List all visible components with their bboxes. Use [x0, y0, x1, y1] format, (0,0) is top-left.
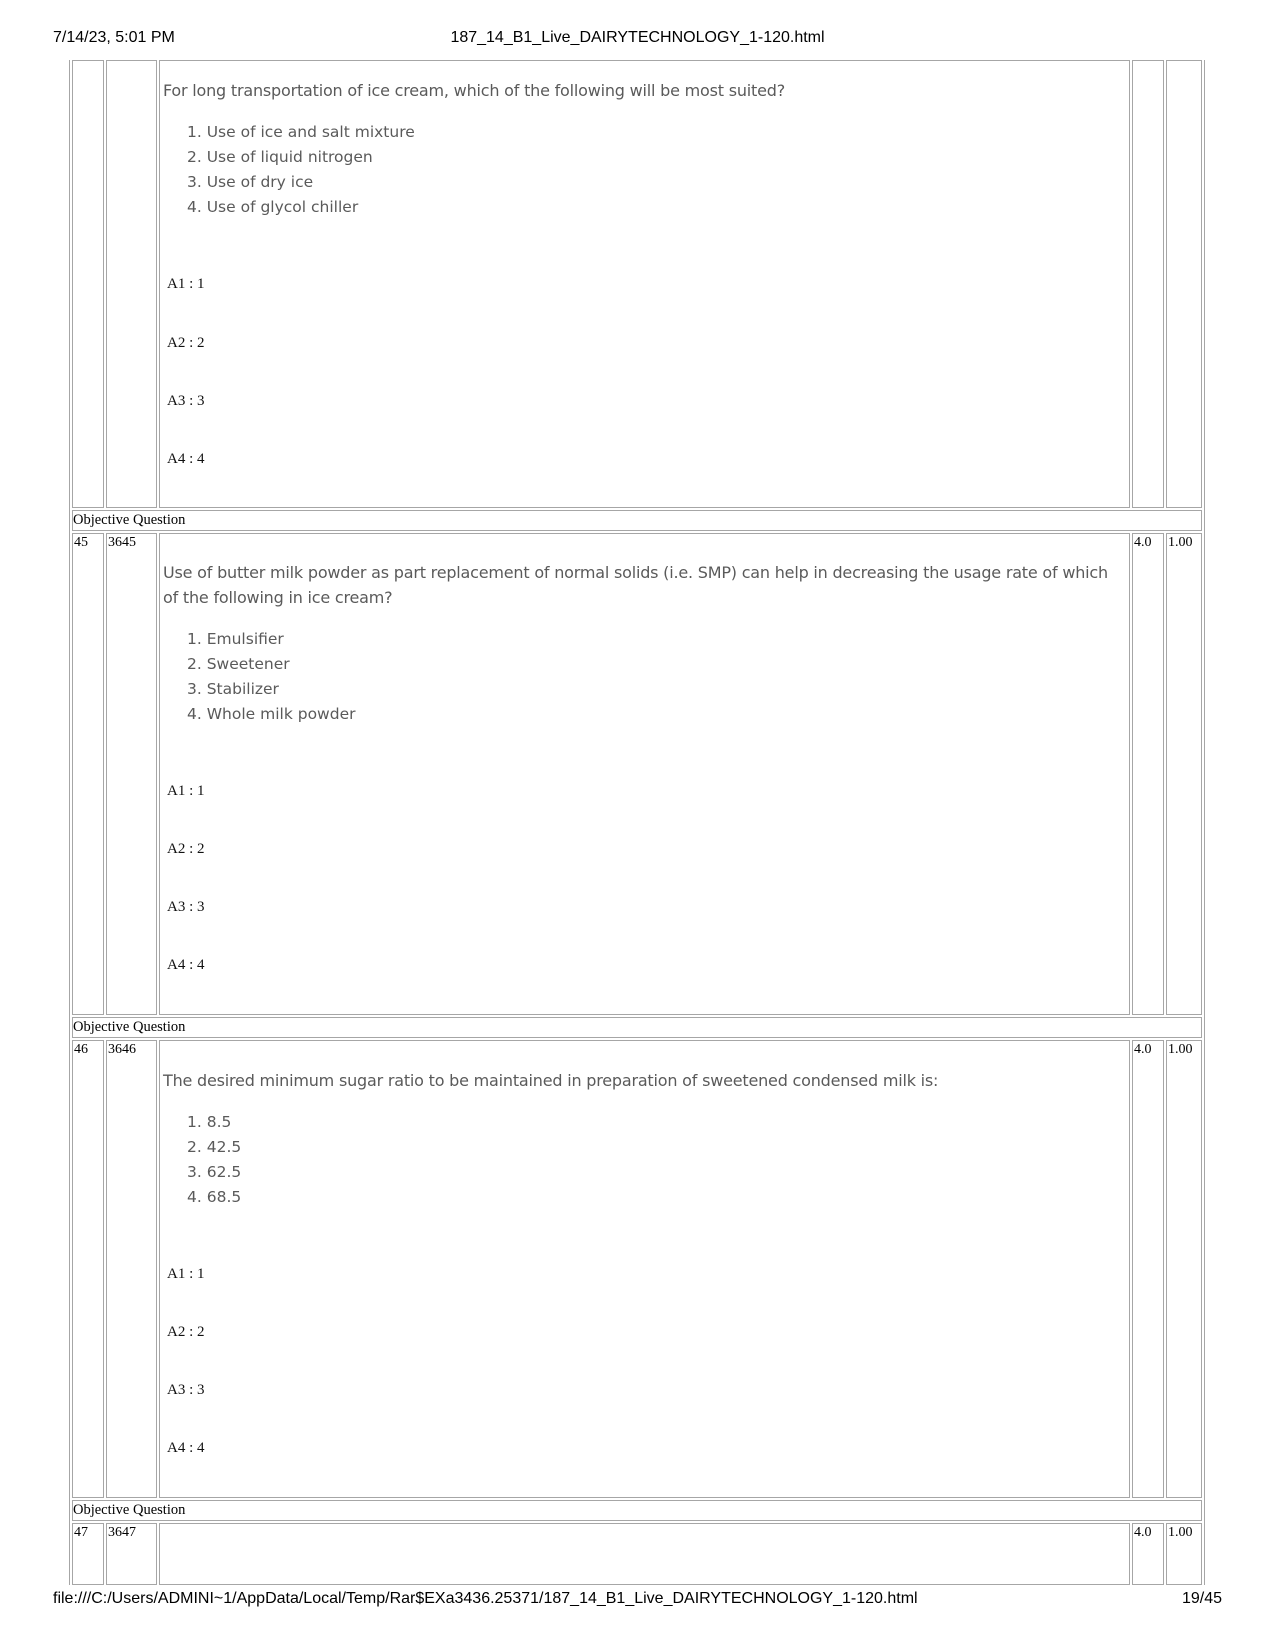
marks: 4.0 — [1134, 535, 1152, 550]
qid-cell — [106, 533, 157, 1015]
question-cell — [159, 1523, 1130, 1585]
answer-1: A1 : 1 — [167, 783, 205, 799]
page-number: 19/45 — [1181, 1590, 1222, 1607]
option-item: 4. Whole milk powder — [187, 705, 356, 723]
negative-marks-cell — [1166, 60, 1202, 508]
question-text: Use of butter milk powder as part replacement of normal solids (i.e. SMP) can help in decreasing the usage rate of which of the following in ice cream? — [163, 563, 1108, 607]
answer-2: A2 : 2 — [167, 1324, 205, 1340]
negative-marks: 1.00 — [1168, 1525, 1193, 1540]
options-list — [187, 120, 415, 220]
serial-number: 46 — [74, 1042, 88, 1057]
answer-4: A4 : 4 — [167, 957, 205, 973]
marks: 4.0 — [1134, 1525, 1152, 1540]
marks-cell — [1132, 533, 1164, 1015]
question-type-label: Objective Question — [73, 1502, 186, 1518]
option-item: 3. Stabilizer — [187, 680, 279, 698]
answer-3: A3 : 3 — [167, 393, 205, 409]
answer-2: A2 : 2 — [167, 841, 205, 857]
table-border-right — [1204, 60, 1205, 1585]
file-path: file:///C:/Users/ADMINI~1/AppData/Local/Temp/Rar$EXa3436.25371/187_14_B1_Live_DAIRYTECHNOLOGY_1-120.html — [53, 1590, 918, 1607]
answer-1: A1 : 1 — [167, 276, 205, 292]
question-text: For long transportation of ice cream, which of the following will be most suited? — [163, 81, 785, 100]
option-item: 4. 68.5 — [187, 1188, 242, 1206]
print-datetime: 7/14/23, 5:01 PM — [53, 29, 175, 46]
option-item: 1. 8.5 — [187, 1113, 232, 1131]
qid-cell — [106, 1040, 157, 1498]
question-text: The desired minimum sugar ratio to be maintained in preparation of sweetened condensed milk is: — [163, 1071, 939, 1090]
option-item: 3. Use of dry ice — [187, 173, 314, 191]
question-type-label: Objective Question — [73, 1019, 186, 1035]
question-id: 3646 — [108, 1042, 136, 1057]
marks: 4.0 — [1134, 1042, 1152, 1057]
marks-cell — [1132, 1040, 1164, 1498]
option-item: 2. 42.5 — [187, 1138, 242, 1156]
option-item: 2. Sweetener — [187, 655, 290, 673]
option-item: 1. Use of ice and salt mixture — [187, 123, 415, 141]
answer-3: A3 : 3 — [167, 899, 205, 915]
question-id: 3647 — [108, 1525, 136, 1540]
negative-marks: 1.00 — [1168, 1042, 1193, 1057]
sno-cell — [72, 533, 104, 1015]
answer-4: A4 : 4 — [167, 1440, 205, 1456]
sno-cell — [72, 60, 104, 508]
negative-marks-cell — [1166, 533, 1202, 1015]
sno-cell — [72, 1040, 104, 1498]
question-type-row — [72, 1500, 1202, 1521]
serial-number: 47 — [74, 1525, 88, 1540]
option-item: 1. Emulsifier — [187, 630, 284, 648]
question-type-label: Objective Question — [73, 512, 186, 528]
document-title: 187_14_B1_Live_DAIRYTECHNOLOGY_1-120.html — [450, 29, 825, 46]
question-type-row — [72, 1017, 1202, 1038]
table-border-left — [69, 60, 70, 1585]
question-type-row — [72, 510, 1202, 531]
option-item: 4. Use of glycol chiller — [187, 198, 359, 216]
question-id: 3645 — [108, 535, 136, 550]
answer-1: A1 : 1 — [167, 1266, 205, 1282]
options-list — [187, 627, 355, 727]
question-cell — [159, 1040, 1130, 1498]
answer-4: A4 : 4 — [167, 451, 205, 467]
answer-3: A3 : 3 — [167, 1382, 205, 1398]
qid-cell — [106, 60, 157, 508]
answer-2: A2 : 2 — [167, 335, 205, 351]
options-list — [187, 1110, 241, 1210]
option-item: 2. Use of liquid nitrogen — [187, 148, 373, 166]
negative-marks-cell — [1166, 1040, 1202, 1498]
serial-number: 45 — [74, 535, 88, 550]
option-item: 3. 62.5 — [187, 1163, 242, 1181]
marks-cell — [1132, 60, 1164, 508]
negative-marks: 1.00 — [1168, 535, 1193, 550]
